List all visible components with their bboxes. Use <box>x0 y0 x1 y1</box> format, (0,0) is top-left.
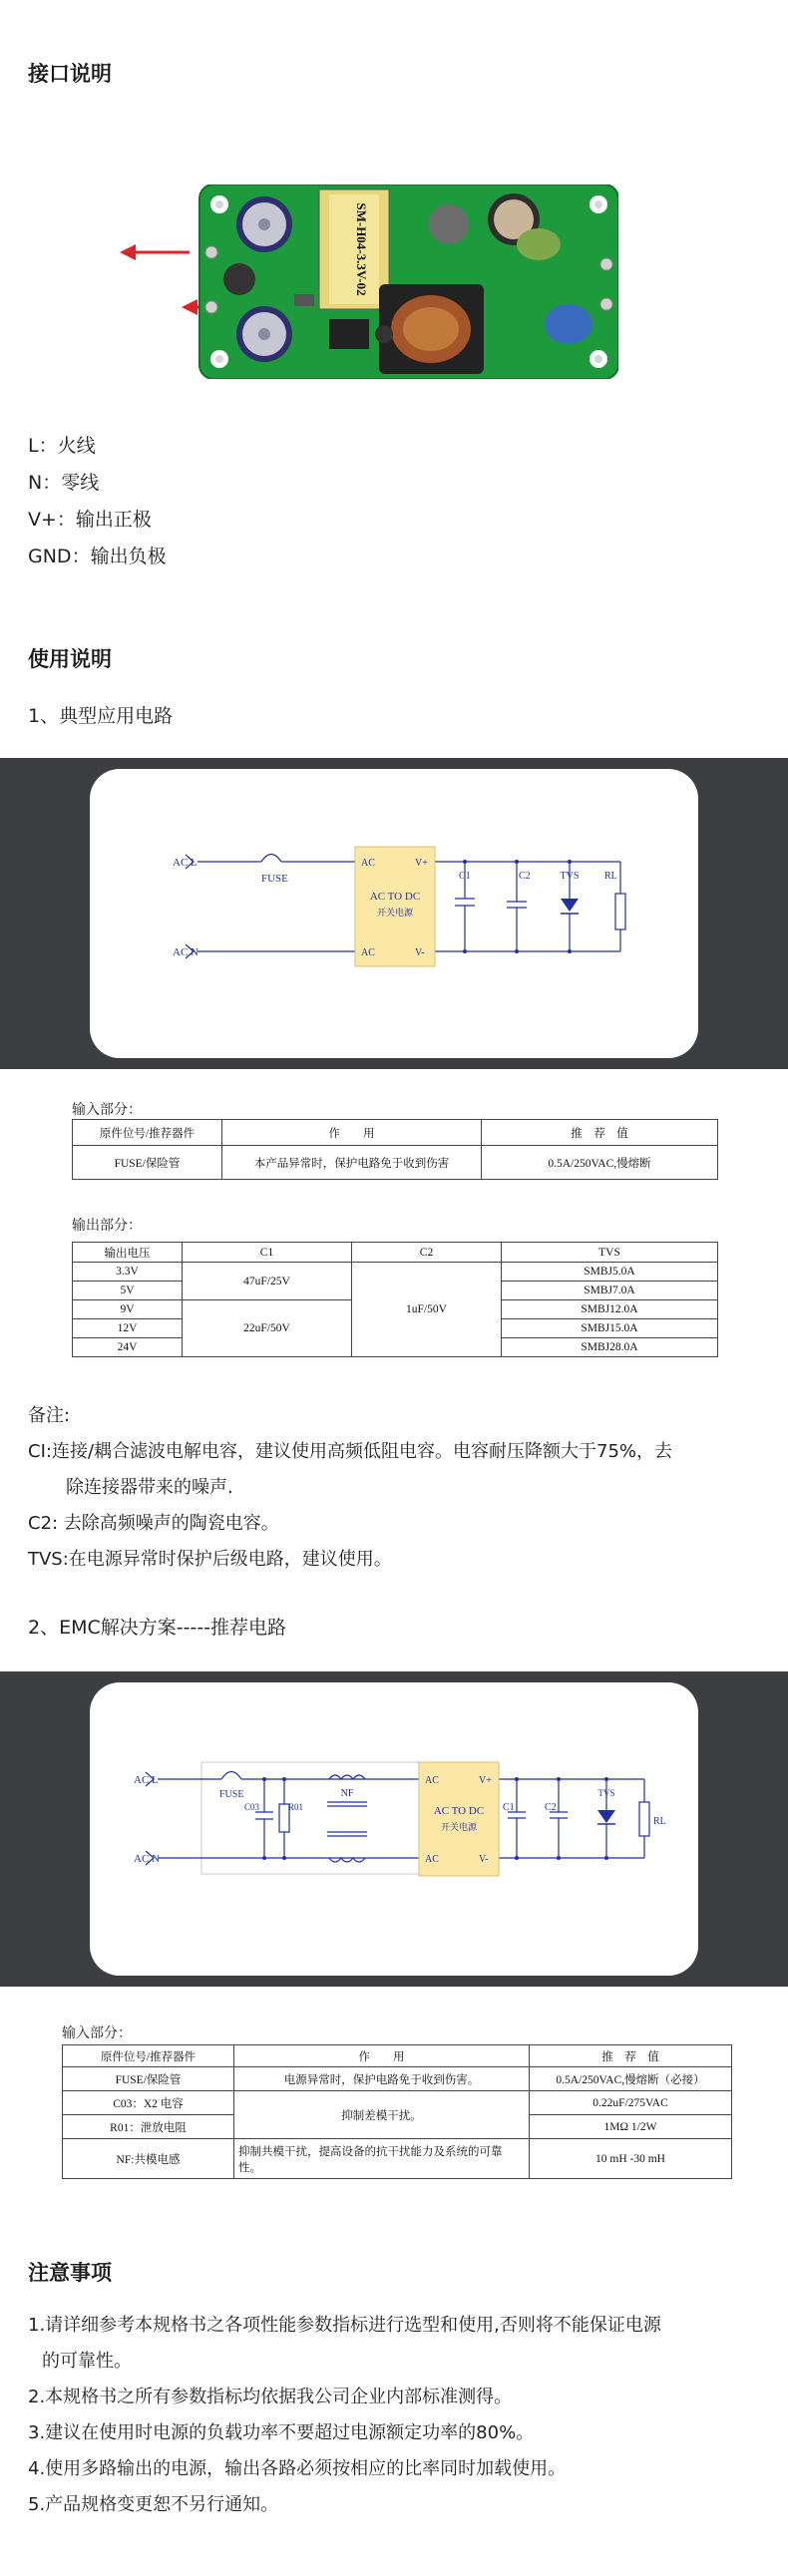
table-cell: 10 mH -30 mH <box>530 2139 732 2179</box>
pin-key: V+： <box>28 509 76 531</box>
c1-ac-l-label: AC L <box>173 857 197 869</box>
c1-rl-label: RL <box>604 871 617 882</box>
table-row <box>63 2139 732 2179</box>
c1-mod-vp: V+ <box>415 858 428 869</box>
table-header-cell: 推 荐 值 <box>530 2045 732 2067</box>
precaution-5: 5.产品规格变更恕不另行通知。 <box>28 2494 279 2515</box>
table-cell: 5V <box>73 1282 183 1300</box>
pin-desc: 输出正极 <box>75 509 152 531</box>
c2-mod-sub: 开关电源 <box>440 1822 478 1832</box>
c1-cap1-label: C1 <box>459 871 471 882</box>
c1-mod-ac2: AC <box>361 947 375 958</box>
precautions-title: 注意事项 <box>28 2261 112 2285</box>
c2-c03-label: C03 <box>244 1802 260 1812</box>
c2-rl-label: RL <box>653 1816 666 1827</box>
table-cell: 1MΩ 1/2W <box>530 2115 732 2139</box>
table1-caption: 输入部分： <box>72 1103 142 1118</box>
pin-desc: 火线 <box>57 435 96 457</box>
c2-cap2-label: C2 <box>545 1802 557 1813</box>
usage-sub1: 1、典型应用电路 <box>28 705 174 727</box>
module-photo <box>120 184 618 379</box>
table-cell: 0.5A/250VAC,慢熔断 <box>482 1146 718 1180</box>
c2-mod-vp: V+ <box>479 1775 492 1786</box>
table-cell: 抑制共模干扰，提高设备的抗干扰能力及系统的可靠性。 <box>234 2139 530 2179</box>
c1-mod-vm: V- <box>415 947 425 958</box>
circuit1-diagram <box>90 769 698 1058</box>
c2-mod-vm: V- <box>479 1854 489 1865</box>
usage-sub2: 2、EMC解决方案-----推荐电路 <box>28 1617 287 1639</box>
table-header-row <box>73 1243 718 1263</box>
table-header-cell: 推 荐 值 <box>482 1120 718 1146</box>
table2-caption: 输出部分： <box>72 1219 142 1234</box>
circuit2-diagram <box>90 1682 698 1976</box>
precaution-2: 2.本规格书之所有参数指标均依据我公司企业内部标准测得。 <box>28 2387 513 2407</box>
table-row <box>63 2091 732 2115</box>
table-header-cell: 原件位号/推荐器件 <box>73 1120 222 1146</box>
pin-n-row <box>28 468 99 495</box>
table-header-cell: 原件位号/推荐器件 <box>63 2045 234 2067</box>
interface-title: 接口说明 <box>28 62 112 86</box>
pin-l-row <box>28 431 96 458</box>
table-cell: FUSE/保险管 <box>73 1146 222 1180</box>
table-row <box>63 2067 732 2091</box>
note-c1-line2: 除连接器带来的噪声. <box>66 1477 233 1498</box>
table1 <box>72 1119 718 1180</box>
c1-mod-ac1: AC <box>361 858 375 869</box>
table-cell: R01：泄放电阻 <box>63 2115 234 2139</box>
c2-tvs-label: TVS <box>597 1788 615 1798</box>
c1-tvs-label: TVS <box>560 871 580 882</box>
note-c2: C2: 去除高频噪声的陶瓷电容。 <box>28 1513 279 1534</box>
precaution-1-line2: 的可靠性。 <box>42 2351 132 2372</box>
c1-ac-n-label: AC N <box>173 946 198 958</box>
notes-block <box>28 1398 766 1578</box>
table-header-cell: 作 用 <box>234 2045 530 2067</box>
table-cell: 抑制差模干扰。 <box>234 2091 530 2139</box>
table-cell: 3.3V <box>73 1263 183 1282</box>
table3 <box>62 2044 732 2179</box>
c2-ac-l-label: AC L <box>134 1774 159 1786</box>
table-cell: SMBJ5.0A <box>502 1263 718 1282</box>
c2-mod-title: AC TO DC <box>433 1805 485 1817</box>
table-row <box>73 1146 718 1180</box>
table-cell: 0.22uF/275VAC <box>530 2091 732 2115</box>
pin-gnd-row <box>28 542 167 568</box>
pin-vplus-row <box>28 505 152 532</box>
usage-title: 使用说明 <box>28 647 112 671</box>
precaution-3: 3.建议在使用时电源的负载功率不要超过电源额定功率的80%。 <box>28 2422 535 2443</box>
pin-desc: 零线 <box>61 472 100 494</box>
c2-ac-n-label: AC N <box>134 1853 160 1865</box>
table-cell: 9V <box>73 1300 183 1319</box>
table-cell: C03：X2 电容 <box>63 2091 234 2115</box>
table-cell: SMBJ7.0A <box>502 1282 718 1300</box>
c1-mod-title: AC TO DC <box>369 891 421 903</box>
c2-nf-label: NF <box>340 1788 354 1799</box>
table2 <box>72 1242 718 1357</box>
precautions-list <box>28 2308 766 2523</box>
note-tvs: TVS:在电源异常时保护后级电路，建议使用。 <box>28 1549 392 1570</box>
table-header-cell: TVS <box>502 1243 718 1263</box>
table-cell: SMBJ12.0A <box>502 1300 718 1319</box>
table-cell: 本产品异常时，保护电路免于收到伤害 <box>222 1146 482 1180</box>
table-cell: 24V <box>73 1338 183 1357</box>
pin-desc: 输出负极 <box>90 546 167 567</box>
note-c1-line1: CI:连接/耦合滤波电解电容，建议使用高频低阻电容。电容耐压降额大于75%，去 <box>28 1441 673 1462</box>
c1-cap2-label: C2 <box>519 871 531 882</box>
board-label: SM-H04-3.3V-02 <box>354 202 369 296</box>
table-cell: 47uF/25V <box>183 1263 352 1300</box>
precaution-1-line1: 1.请详细参考本规格书之各项性能参数指标进行选型和使用,否则将不能保证电源 <box>28 2315 661 2336</box>
c1-fuse-label: FUSE <box>261 873 288 885</box>
precaution-4: 4.使用多路输出的电源，输出各路必须按相应的比率同时加载使用。 <box>28 2458 567 2479</box>
table-cell: 12V <box>73 1319 183 1338</box>
table-cell: 0.5A/250VAC,慢熔断（必接） <box>530 2067 732 2091</box>
table-header-row <box>73 1120 718 1146</box>
table-row <box>73 1263 718 1282</box>
table-cell: 22uF/50V <box>183 1300 352 1357</box>
table-cell: 1uF/50V <box>352 1263 502 1357</box>
table-cell: FUSE/保险管 <box>63 2067 234 2091</box>
circuit1-card <box>90 769 698 1058</box>
c2-fuse-label: FUSE <box>219 1789 244 1800</box>
table-header-cell: C1 <box>183 1243 352 1263</box>
notes-title: 备注: <box>28 1405 71 1426</box>
circuit2-card <box>90 1682 698 1976</box>
pin-key: N： <box>28 472 62 494</box>
table-cell: NF:共模电感 <box>63 2139 234 2179</box>
c1-mod-sub: 开关电源 <box>376 908 414 918</box>
module-board-drawing <box>120 184 618 379</box>
table-cell: 电源异常时，保护电路免于收到伤害。 <box>234 2067 530 2091</box>
c2-mod-ac2: AC <box>425 1854 439 1865</box>
table-cell: SMBJ15.0A <box>502 1319 718 1338</box>
tvs-diode-icon <box>561 899 579 912</box>
c2-r01-label: R01 <box>288 1802 304 1812</box>
table-header-cell: 输出电压 <box>73 1243 183 1263</box>
c2-mod-ac1: AC <box>425 1775 439 1786</box>
c2-cap1-label: C1 <box>503 1802 515 1813</box>
tvs-diode-icon <box>597 1810 615 1823</box>
pin-key: GND： <box>28 546 91 567</box>
table-cell: SMBJ28.0A <box>502 1338 718 1357</box>
table-header-cell: C2 <box>352 1243 502 1263</box>
pin-key: L： <box>28 435 58 457</box>
table-header-cell: 作 用 <box>222 1120 482 1146</box>
table-header-row <box>63 2045 732 2067</box>
table3-caption: 输入部分： <box>62 2026 132 2041</box>
